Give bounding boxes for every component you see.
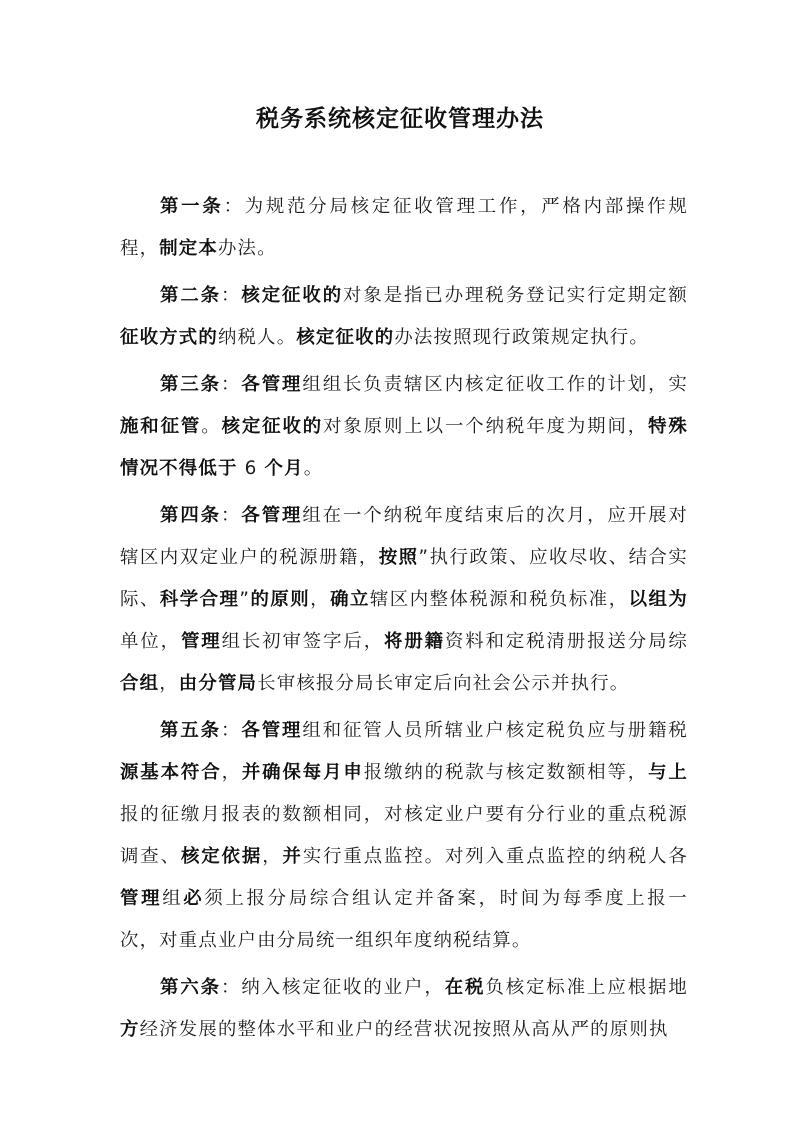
text-segment: 组组长负责辖区内核定征收工作的计划，实 bbox=[302, 374, 688, 395]
bold-text-segment: 施和征管 bbox=[120, 416, 202, 437]
bold-text-segment: 第二条 bbox=[160, 285, 222, 306]
article-3 bbox=[120, 364, 688, 490]
bold-text-segment: 按照 bbox=[378, 547, 419, 568]
text-segment: ， bbox=[221, 762, 242, 783]
article-5 bbox=[120, 710, 688, 962]
bold-text-segment: 征收方式的 bbox=[120, 327, 218, 348]
text-segment: ， bbox=[262, 846, 283, 867]
text-segment: 组长初审签字后， bbox=[221, 631, 385, 652]
bold-text-segment: 各管理 bbox=[241, 505, 303, 526]
text-segment: 资料和定税清册报送分局综 bbox=[444, 631, 688, 652]
text-segment: ， bbox=[310, 589, 331, 610]
text-segment: 须上报分局综合组认定并备案，时间为每季度上报一次，对重点业户由分局统一组织年度纳税结算。 bbox=[120, 888, 688, 951]
bold-text-segment: 必 bbox=[183, 888, 205, 909]
article-1 bbox=[120, 186, 688, 270]
text-segment: ： bbox=[221, 505, 242, 526]
bold-text-segment: 第三条 bbox=[160, 374, 222, 395]
text-segment: 经济发展的整体水平和业户的经营状况按照从高从严的原则执 bbox=[139, 1019, 669, 1040]
bold-text-segment: 的原则 bbox=[250, 589, 311, 610]
bold-text-segment: 第四条 bbox=[160, 505, 222, 526]
bold-text-segment: 第一条 bbox=[160, 196, 224, 217]
article-2 bbox=[120, 275, 688, 359]
text-segment: ： bbox=[221, 374, 242, 395]
bold-text-segment: 由分管局 bbox=[178, 673, 258, 694]
bold-text-segment: 制定本 bbox=[159, 238, 218, 259]
article-4 bbox=[120, 495, 688, 705]
bold-text-segment: 方 bbox=[120, 1019, 140, 1040]
text-segment: 6 bbox=[237, 458, 265, 479]
text-segment: 长审核报分局长审定后向社会公示并执行。 bbox=[257, 673, 630, 694]
bold-text-segment: 第五条 bbox=[160, 720, 222, 741]
text-segment: 单位， bbox=[120, 631, 181, 652]
text-segment: 负核定标准上应根据地 bbox=[485, 977, 688, 998]
article-6 bbox=[120, 967, 688, 1051]
text-segment: 组 bbox=[162, 888, 184, 909]
bold-text-segment: 在税 bbox=[444, 977, 486, 998]
text-segment: 辖区内整体税源和税负标准， bbox=[369, 589, 629, 610]
text-segment: 。 bbox=[201, 416, 222, 437]
bold-text-segment: 与上 bbox=[648, 762, 688, 783]
bold-text-segment: 核定征收的 bbox=[241, 285, 344, 306]
bold-text-segment: 个月 bbox=[264, 458, 304, 479]
text-segment: 组在一个纳税年度结束后的次月，应开展对辖区内双定业户的税源册籍， bbox=[120, 505, 688, 568]
bold-text-segment: 以组为 bbox=[628, 589, 689, 610]
bold-text-segment: 并确保每月申 bbox=[241, 762, 364, 783]
text-segment: ”执行政策、应收尽收、结合实际、 bbox=[120, 547, 689, 610]
bold-text-segment: 源基本符合 bbox=[120, 762, 222, 783]
text-segment: ， bbox=[159, 673, 179, 694]
bold-text-segment: 确立 bbox=[330, 589, 370, 610]
text-segment: ：纳入核定征收的业户， bbox=[221, 977, 445, 998]
bold-text-segment: 并 bbox=[282, 846, 303, 867]
bold-text-segment: 各管理 bbox=[241, 374, 303, 395]
bold-text-segment: 将册籍 bbox=[384, 631, 445, 652]
text-segment: 。 bbox=[303, 458, 324, 479]
text-segment: ” bbox=[239, 589, 251, 610]
bold-text-segment: 合组 bbox=[120, 673, 160, 694]
bold-text-segment: 第六条 bbox=[160, 977, 222, 998]
document-body bbox=[120, 186, 688, 1056]
text-segment: 办法。 bbox=[217, 238, 277, 259]
document-title: 税务系统核定征收管理办法 bbox=[256, 106, 544, 132]
bold-text-segment: 特殊情况不得低于 bbox=[120, 416, 688, 479]
bold-text-segment: 核定征收的 bbox=[221, 416, 324, 437]
text-segment: 对象是指已办理税务登记实行定期定额 bbox=[343, 285, 688, 306]
text-segment: ：为规范分局核定征收管理工作，严格内部操作规程， bbox=[120, 196, 688, 259]
text-segment: 报的征缴月报表的数额相同，对核定业户要有分行业的重点税源调查、 bbox=[120, 804, 688, 867]
text-segment: ： bbox=[221, 720, 242, 741]
text-segment: 实行重点监控。对列入重点监控的纳税人各 bbox=[302, 846, 688, 867]
text-segment: 组和征管人员所辖业户核定税负应与册籍税 bbox=[302, 720, 688, 741]
bold-text-segment: 管理 bbox=[180, 631, 222, 652]
text-segment: ： bbox=[221, 285, 242, 306]
text-segment: 办法按照现行政策规定执行。 bbox=[394, 327, 649, 348]
text-segment: 纳税人。 bbox=[217, 327, 297, 348]
bold-text-segment: 核定征收的 bbox=[296, 327, 395, 348]
bold-text-segment: 科学合理 bbox=[159, 589, 240, 610]
bold-text-segment: 核定依据 bbox=[180, 846, 263, 867]
bold-text-segment: 各管理 bbox=[241, 720, 303, 741]
text-segment: 报缴纳的税款与核定数额相等， bbox=[363, 762, 649, 783]
bold-text-segment: 管理 bbox=[120, 888, 163, 909]
text-segment: 对象原则上以一个纳税年度为期间， bbox=[323, 416, 649, 437]
